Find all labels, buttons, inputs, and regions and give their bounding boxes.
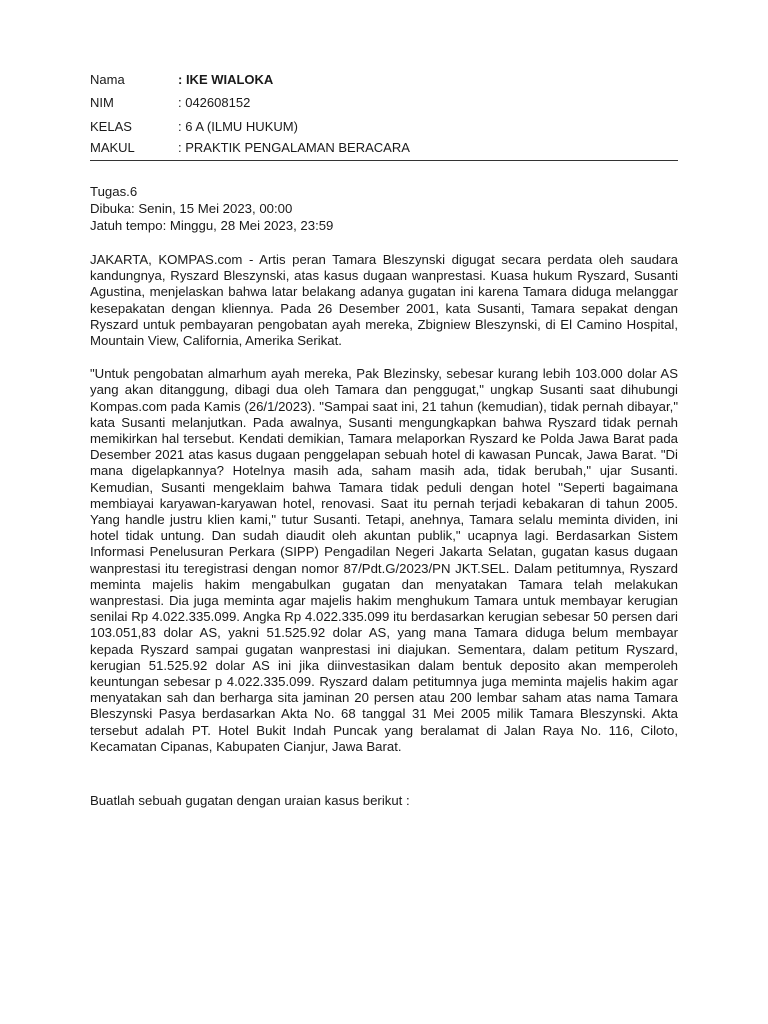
instruction-text: Buatlah sebuah gugatan dengan uraian kasus berikut : (90, 792, 410, 808)
assignment-due-date: Jatuh tempo: Minggu, 28 Mei 2023, 23:59 (90, 217, 334, 233)
info-value: : IKE WIALOKA (178, 72, 274, 88)
info-row-kelas (90, 115, 678, 138)
info-value: : 042608152 (178, 95, 251, 111)
student-info-table (90, 68, 678, 161)
info-label: KELAS (90, 118, 132, 134)
case-paragraph-2: "Untuk pengobatan almarhum ayah mereka, Pak Blezinsky, sebesar kurang lebih 103.000 dolar AS yang akan ditanggung, dibagi dua oleh Tamara dan penggugat," ungkap Susanti saat dihubungi Kompas.com pada Kamis (26/1/2023). "Sampai saat ini, 21 tahun (kemudian), tidak pernah dibayar," kata Susanti melanjutkan. Pada awalnya, Susanti mengungkapkan bahwa Ryszard tidak pernah memikirkan hal tersebut. Kendati demikian, Tamara melaporkan Ryszard ke Polda Jawa Barat pada Desember 2021 atas kasus dugaan penggelapan sebuah hotel di kawasan Puncak, Jawa Barat. "Di mana digelapkannya? Hotelnya masih ada, saham masih ada, tidak berubah," ujar Susanti. Kemudian, Susanti mengeklaim bahwa Tamara tidak peduli dengan hotel "Seperti bagaimana membiayai karyawan-karyawan hotel, renovasi. Saat itu pernah terjadi kebakaran di tahun 2005. Yang handle justru klien kami," tutur Susanti. Tetapi, anehnya, Tamara selalu meminta dividen, ini hotel tidak untung. Dan sudah diaudit oleh akuntan publik," ucapnya lagi. Berdasarkan Sistem Informasi Penelusuran Perkara (SIPP) Pengadilan Negeri Jakarta Selatan, gugatan kasus dugaan wanprestasi itu teregistrasi dengan nomor 87/Pdt.G/2023/PN JKT.SEL. Dalam petitumnya, Ryszard meminta majelis hakim mengabulkan gugatan dan menyatakan Tamara telah melakukan wanprestasi. Dia juga meminta agar majelis hakim menghukum Tamara untuk membayar kerugian senilai Rp 4.022.335.099. Angka Rp 4.022.335.099 itu berdasarkan kerugian sebesar 50 persen dari 103.051,83 dolar AS, yakni 51.525.92 dolar AS, yang mana Tamara diduga belum membayar kepada Ryszard sampai gugatan wanprestasi ini diajukan. Sementara, dalam petitum Ryszard, kerugian 51.525.92 dolar AS ini jika diinvestasikan dalam bentuk deposito akan memperoleh keuntungan sebesar p 4.022.335.099. Ryszard dalam petitumnya juga meminta majelis hakim agar menyatakan sah dan berharga sita jaminan 20 persen atau 200 lembar saham atas nama Tamara Bleszynski Pasya berdasarkan Akta No. 68 tanggal 31 Mei 2005 milik Tamara Bleszynski. Akta tersebut adalah PT. Hotel Bukit Indah Puncak yang beralamat di Jalan Raya No. 116, Ciloto, Kecamatan Cipanas, Kabupaten Cianjur, Jawa Barat. (90, 366, 678, 754)
document-page (90, 68, 678, 809)
assignment-info (90, 183, 678, 234)
info-label: MAKUL (90, 138, 178, 161)
info-label: Nama (90, 72, 125, 88)
info-value: : PRAKTIK PENGALAMAN BERACARA (178, 138, 678, 161)
info-row-nim (90, 91, 678, 114)
assignment-opened-date: Dibuka: Senin, 15 Mei 2023, 00:00 (90, 200, 293, 216)
info-row-makul (90, 138, 678, 161)
info-row-nama (90, 68, 678, 91)
assignment-title: Tugas.6 (90, 183, 138, 199)
case-paragraph-1: JAKARTA, KOMPAS.com - Artis peran Tamara Bleszynski digugat secara perdata oleh saudara kandungnya, Ryszard Bleszynski, atas kasus dugaan wanprestasi. Kuasa hukum Ryszard, Susanti Agustina, menjelaskan bahwa latar belakang adanya gugatan ini karena Tamara diduga melanggar kesepakatan dengan kliennya. Pada 26 Desember 2001, kata Susanti, Tamara sepakat dengan Ryszard untuk pembayaran pengobatan ayah mereka, Zbigniew Bleszynski, di El Camino Hospital, Mountain View, California, Amerika Serikat. (90, 251, 678, 348)
info-label: NIM (90, 95, 114, 111)
info-value: : 6 A (ILMU HUKUM) (178, 118, 298, 134)
